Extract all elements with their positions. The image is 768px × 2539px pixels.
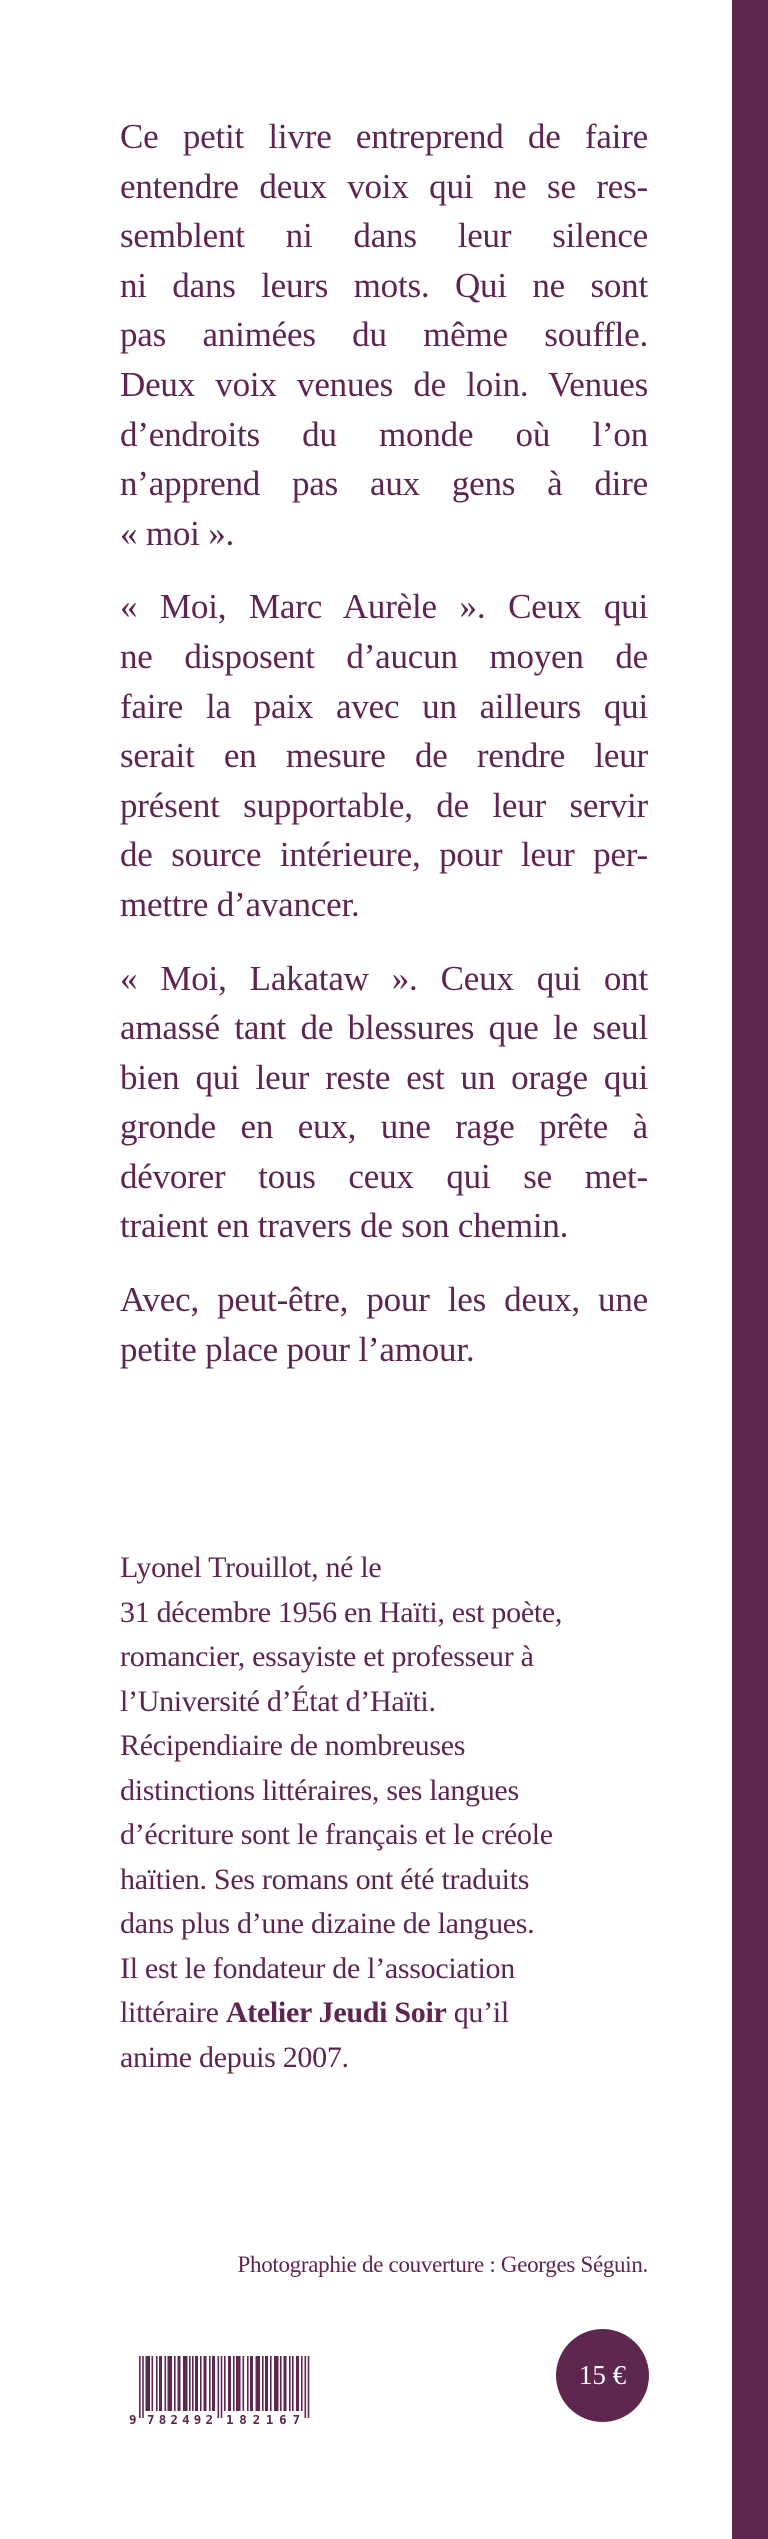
barcode-left-digits: 782492 <box>147 2412 213 2427</box>
text-line: Deux voix venues de loin. Venues <box>120 364 648 404</box>
text-line: dans plus d’une dizaine de langues. <box>120 1907 535 1940</box>
text-line: Il est le fondateur de l’association <box>120 1951 515 1985</box>
text-line: Ce petit livre entreprend de faire <box>120 117 648 156</box>
text-line: faire la paix avec un ailleurs qui <box>120 686 648 726</box>
text-line: d’écriture sont le français et le créole <box>120 1818 553 1851</box>
text-fragment: littéraire <box>120 1996 226 2029</box>
isbn-barcode <box>128 2356 320 2428</box>
text-line: de source intérieure, pour leur per- <box>120 835 648 875</box>
price-badge <box>556 2329 649 2422</box>
text-line: « Moi, Lakataw ». Ceux qui ont <box>120 958 648 998</box>
text-line: Récipendiaire de nombreuses <box>120 1729 466 1762</box>
text-line: bien qui leur reste est un orage qui <box>120 1057 648 1097</box>
photo-credit: Photographie de couverture : Georges Séguin. <box>237 2252 648 2277</box>
text-line: anime depuis 2007. <box>120 2040 349 2074</box>
text-line: entendre deux voix qui ne se res- <box>120 166 648 206</box>
text-line: d’endroits du monde où l’on <box>120 414 648 454</box>
author-bio <box>120 1546 660 2080</box>
workshop-name: Atelier Jeudi Soir <box>225 1996 447 2029</box>
barcode-icon <box>128 2356 320 2428</box>
text-line: gronde en eux, une rage prête à <box>120 1107 648 1147</box>
text-line: ni dans leurs mots. Qui ne sont <box>120 265 648 305</box>
text-line: 31 décembre 1956 en Haïti, est poète, <box>120 1595 563 1629</box>
blurb-paragraph-3 <box>120 954 648 1252</box>
text-fragment: qu’il <box>446 1996 509 2029</box>
blurb-paragraph-1 <box>120 112 648 558</box>
blurb-paragraph-4 <box>120 1275 648 1374</box>
text-line: pas animées du même souffle. <box>120 315 648 355</box>
text-line: présent supportable, de leur servir <box>120 785 648 825</box>
text-line: n’apprend pas aux gens à dire <box>120 464 648 504</box>
text-line: haïtien. Ses romans ont été traduits <box>120 1862 530 1896</box>
text-line: serait en mesure de rendre leur <box>120 736 648 776</box>
text-line: dévorer tous ceux qui se met- <box>120 1156 648 1196</box>
text-line <box>120 1991 660 2036</box>
text-line: amassé tant de blessures que le seul <box>120 1008 648 1048</box>
price-label: 15 € <box>578 2360 627 2390</box>
text-line: l’Université d’État d’Haïti. <box>120 1684 436 1718</box>
text-line: « moi ». <box>120 513 235 553</box>
text-line: traient en travers de son chemin. <box>120 1206 569 1246</box>
text-line: petite place pour l’amour. <box>120 1329 475 1369</box>
blurb-paragraph-2 <box>120 582 648 929</box>
text-line: Lyonel Trouillot, né le <box>120 1551 382 1584</box>
spine-stripe <box>732 0 768 2539</box>
text-line: distinctions littéraires, ses langues <box>120 1773 519 1807</box>
text-line: semblent ni dans leur silence <box>120 216 648 256</box>
text-line: mettre d’avancer. <box>120 884 360 924</box>
text-line: Avec, peut-être, pour les deux, une <box>120 1280 648 1320</box>
barcode-first-digit: 9 <box>129 2412 137 2427</box>
text-line: « Moi, Marc Aurèle ». Ceux qui <box>120 587 648 627</box>
barcode-right-digits: 182167 <box>226 2412 300 2427</box>
text-line: romancier, essayiste et professeur à <box>120 1640 534 1673</box>
text-line: ne disposent d’aucun moyen de <box>120 636 648 676</box>
blurb-text <box>120 112 648 1398</box>
